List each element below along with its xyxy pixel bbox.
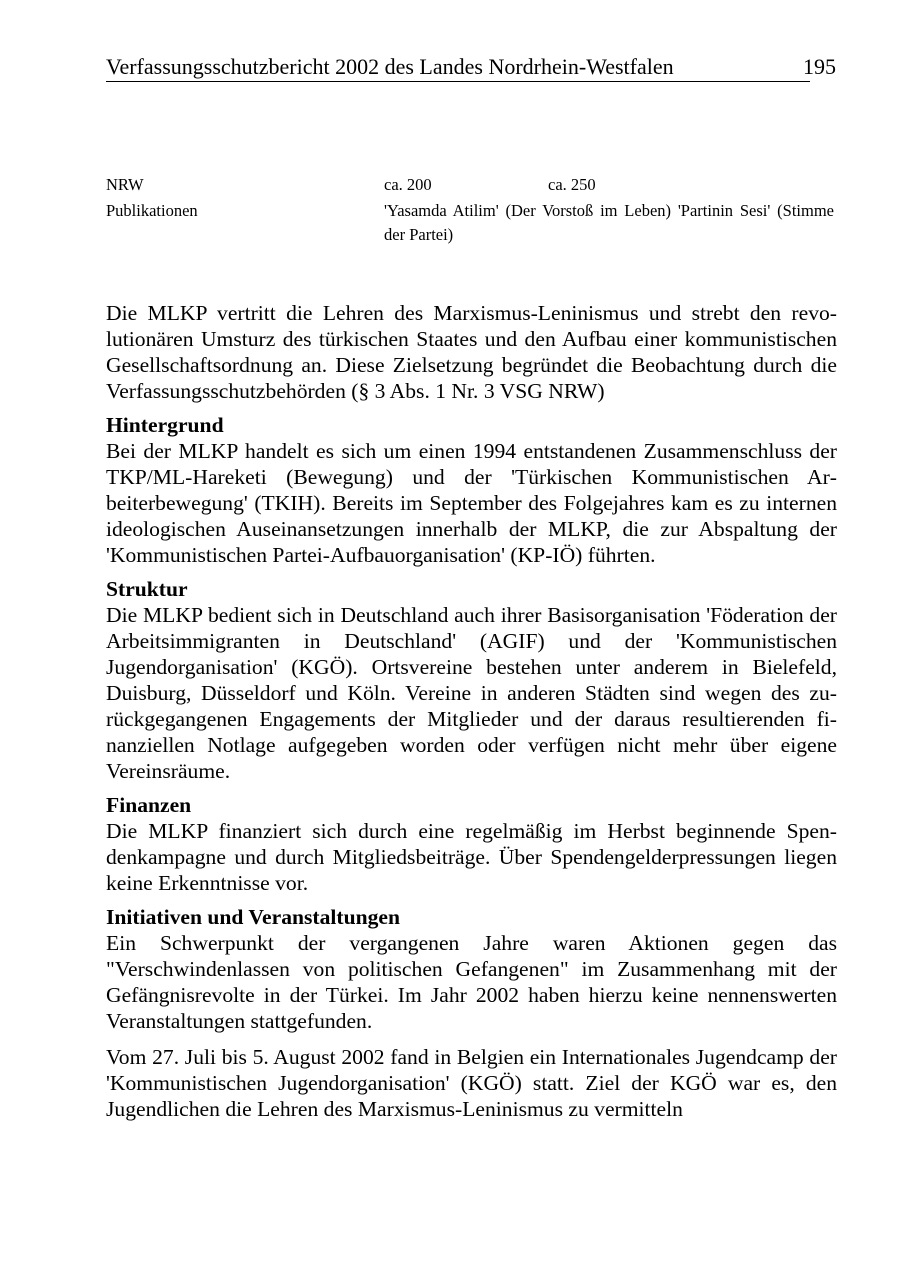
struktur-paragraph: Die MLKP bedient sich in Deutschland auch ihrer Basisorganisation 'Föderation der Arbeitsimmigranten in Deutschland' (AGIF) und der 'Kommunistischen Jugendorganisation' (KGÖ). Ortsvereine bestehen unter anderem in Bielefeld, Duisburg, Düsseldorf und Köln. Vereine in anderen Städten sind wegen des zurückgegangenen Engagements der Mitglieder und der daraus resultierenden finanziellen Notlage aufgegeben worden oder verfügen nicht mehr über eigene Vereinsräume. [106, 603, 837, 783]
membership-table [106, 173, 834, 247]
row-label-publications: Publikationen [106, 201, 198, 220]
heading-initiativen: Initiativen und Veranstaltungen [106, 905, 400, 929]
initiativen-paragraph-1: Ein Schwerpunkt der vergangenen Jahre waren Aktionen gegen das "Verschwindenlassen von politischen Gefangenen" im Zusammenhang mit der Gefängnisrevolte in der Türkei. Im Jahr 2002 haben hierzu keine nennenswerten Veranstaltungen stattgefunden. [106, 931, 837, 1033]
main-content [106, 300, 837, 1122]
running-title: Verfassungsschutzbericht 2002 des Landes Nordrhein-Westfalen [106, 54, 674, 79]
finanzen-paragraph: Die MLKP finanziert sich durch eine regelmäßig im Herbst beginnende Spendenkampagne und durch Mitgliedsbeiträge. Über Spendengelderpressungen liegen keine Erkenntnisse vor. [106, 819, 837, 895]
row-label-nrw: NRW [106, 175, 144, 194]
hintergrund-paragraph: Bei der MLKP handelt es sich um einen 1994 entstandenen Zusammenschluss der TKP/ML-Hareketi (Bewegung) und der 'Türkischen Kommunistischen Arbeiterbewegung' (TKIH). Bereits im September des Folgejahres kam es zu internen ideologischen Auseinansetzungen innerhalb der MLKP, die zur Abspaltung der 'Kommunistischen Partei-Aufbauorganisation' (KP-IÖ) führten. [106, 439, 837, 567]
nrw-value-2002: ca. 250 [548, 175, 596, 194]
publications-value: 'Yasamda Atilim' (Der Vorstoß im Leben) 'Partinin Sesi' (Stimme der Partei) [384, 201, 834, 244]
heading-finanzen: Finanzen [106, 793, 192, 817]
page-header [106, 52, 836, 84]
initiativen-paragraph-2: Vom 27. Juli bis 5. August 2002 fand in Belgien ein Internationales Jugendcamp der 'Kommunistischen Jugendorganisation' (KGÖ) statt. Ziel der KGÖ war es, den Jugendlichen die Lehren des Marxismus-Leninismus zu vermitteln [106, 1045, 837, 1121]
table-row-nrw [106, 173, 834, 199]
header-rule [106, 81, 810, 82]
intro-paragraph: Die MLKP vertritt die Lehren des Marxismus-Leninismus und strebt den revolutionären Umsturz des türkischen Staates und den Aufbau einer kommunistischen Gesellschaftsordnung an. Diese Zielsetzung begründet die Beobachtung durch die Verfassungsschutzbehörden (§ 3 Abs. 1 Nr. 3 VSG NRW) [106, 301, 837, 403]
heading-struktur: Struktur [106, 577, 188, 601]
heading-hintergrund: Hintergrund [106, 413, 224, 437]
nrw-value-2001: ca. 200 [384, 175, 432, 194]
table-row-publications [106, 199, 834, 247]
page-number: 195 [803, 54, 836, 79]
